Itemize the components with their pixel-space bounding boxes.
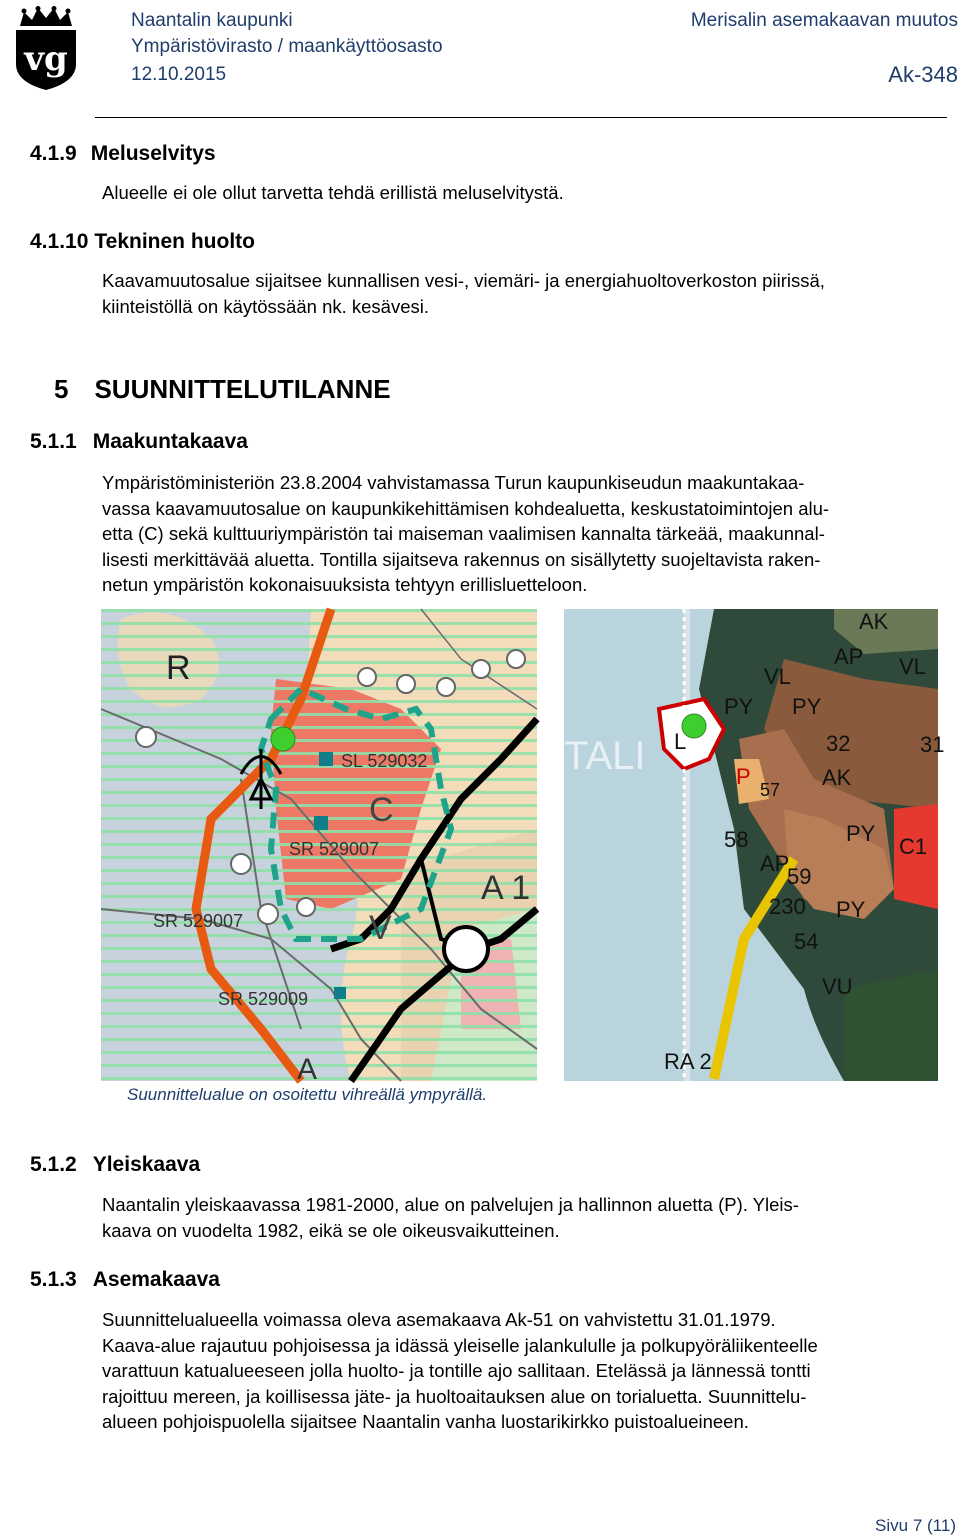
map-label-ra2: RA 2 (664, 1049, 712, 1074)
section-title: Yleiskaava (92, 1153, 201, 1176)
map-label-py1: PY (724, 694, 754, 719)
section-title: Asemakaava (92, 1268, 220, 1291)
section-number: 4.1.9 (30, 142, 77, 165)
map-caption: Suunnittelualue on osoitettu vihreällä ympyrällä. (127, 1085, 488, 1104)
map-label-ap2: AP (760, 851, 790, 876)
section-number: 5.1.1 (30, 430, 77, 453)
chapter-heading-5 (54, 374, 391, 405)
section-heading-5-1-1 (30, 430, 248, 454)
text-line: rajoittuu mereen, ja koillisessa jäte- ja huoltoaitauksen alue on torialuetta. Suunnittelu- (102, 1385, 807, 1407)
paragraph-meluselvitys: Alueelle ei ole ollut tarvetta tehdä erillistä meluselvitystä. (102, 182, 564, 203)
map-label-v: V (369, 909, 392, 947)
logo-lettering: vg (24, 39, 68, 79)
section-heading-5-1-2 (30, 1153, 200, 1177)
map-label-a1: A 1 (481, 869, 531, 907)
section-title: Meluselvitys (90, 142, 216, 165)
paragraph-maakuntakaava (102, 470, 930, 598)
section-heading-4-1-10 (30, 230, 255, 254)
text-line: Ympäristöministeriön 23.8.2004 vahvistamassa Turun kaupunkiseudun maakuntakaa- (102, 472, 805, 493)
section-heading-4-1-9 (30, 142, 216, 166)
header-date: 12.10.2015 (131, 64, 227, 85)
map-label-vl1: VL (899, 654, 926, 679)
paragraph-asemakaava (102, 1307, 818, 1435)
text-line: netun ympäristön kokonaisuuksista tehtyyn erillisluetteloon. (102, 574, 588, 595)
text-line: kaava on vuodelta 1982, eikä se ole oikeusvaikutteinen. (102, 1219, 560, 1241)
section-number: 4.1.10 (30, 230, 89, 253)
section-number: 5.1.3 (30, 1268, 77, 1291)
map-label-32: 32 (826, 731, 851, 756)
section-heading-5-1-3 (30, 1268, 220, 1292)
map-label-a2: A (297, 1053, 318, 1086)
paragraph-yleiskaava (102, 1192, 799, 1243)
map-label-ak2: AK (822, 765, 852, 790)
chapter-title: SUUNNITTELUTILANNE (94, 374, 391, 404)
section-title: Maakuntakaava (92, 430, 248, 453)
map-label-py3: PY (846, 821, 876, 846)
city-logo (10, 6, 82, 90)
section-title: Tekninen huolto (94, 230, 255, 253)
text-line: alueen pohjoispuolella sijaitsee Naantalin vanha luostarikirkko puistoalueineen. (102, 1411, 749, 1432)
header-code: Ak-348 (888, 62, 958, 87)
map-label-vu: VU (822, 974, 853, 999)
map-label-58: 58 (724, 827, 749, 852)
text-line: lisesti merkittävää aluetta. Tontilla sijaitseva rakennus on sisällytetty suojeltavista raken- (102, 548, 821, 570)
map-label-sl: SL 529032 (341, 751, 428, 771)
map-label-ak1: AK (859, 609, 889, 634)
map-label-57: 57 (760, 780, 781, 800)
regional-plan-map (101, 609, 537, 1086)
map-label-r: R (166, 649, 191, 687)
map-label-l: L (674, 729, 687, 754)
text-line: Naantalin yleiskaavassa 1981-2000, alue on palvelujen ja hallinnon aluetta (P). Yleis- (102, 1194, 799, 1215)
map-label-sr1: SR 529007 (289, 839, 380, 859)
map-label-c: C (369, 791, 394, 829)
header-rule (95, 117, 947, 118)
map-label-p: P (736, 764, 751, 789)
page-number: Sivu 7 (11) (875, 1516, 956, 1535)
map-label-sr2: SR 529007 (153, 911, 244, 931)
map-label-ap1: AP (834, 644, 864, 669)
text-line: varattuun katualueeseen jolla huolto- ja tontille ajo sallitaan. Etelässä ja lännessä tontti (102, 1360, 811, 1381)
text-line: vassa kaavamuutosalue on kaupunkikehittämisen kohdealuetta, keskustatoimintojen alu- (102, 497, 830, 519)
map-label-py4: PY (836, 897, 866, 922)
map-label-54: 54 (794, 929, 819, 954)
text-line: etta (C) sekä kulttuuriympäristön tai maiseman vaalimisen kannalta tärkeää, maakunnal- (102, 523, 825, 544)
header-dept: Ympäristövirasto / maankäyttöosasto (131, 36, 443, 57)
text-line: Kaavamuutosalue sijaitsee kunnallisen vesi-, viemäri- ja energiahuoltoverkoston piirissä, (102, 270, 825, 291)
map-label-tali: TALI (564, 734, 646, 778)
map-label-sr3: SR 529009 (218, 989, 309, 1009)
header-org: Naantalin kaupunki (131, 10, 293, 31)
text-line: Suunnittelualueella voimassa oleva asemakaava Ak-51 on vahvistettu 31.01.1979. (102, 1309, 776, 1330)
map-label-c1: C1 (899, 834, 928, 859)
text-line: kiinteistöllä on käytössään nk. kesävesi. (102, 295, 430, 317)
master-plan-map (564, 609, 945, 1081)
text-line: Kaava-alue rajautuu pohjoisessa ja idässä yleiselle jalankululle ja polkupyöräliikenteelle (102, 1334, 818, 1356)
map-label-59: 59 (787, 864, 812, 889)
map-label-py2: PY (792, 694, 822, 719)
map-label-230: 230 (769, 894, 806, 919)
section-number: 5.1.2 (30, 1153, 77, 1176)
map-label-vl2: VL (764, 664, 791, 689)
chapter-number: 5 (54, 374, 69, 404)
header-project: Merisalin asemakaavan muutos (690, 10, 958, 31)
paragraph-tekninen-huolto (102, 268, 825, 319)
map-label-31: 31 (920, 732, 945, 757)
